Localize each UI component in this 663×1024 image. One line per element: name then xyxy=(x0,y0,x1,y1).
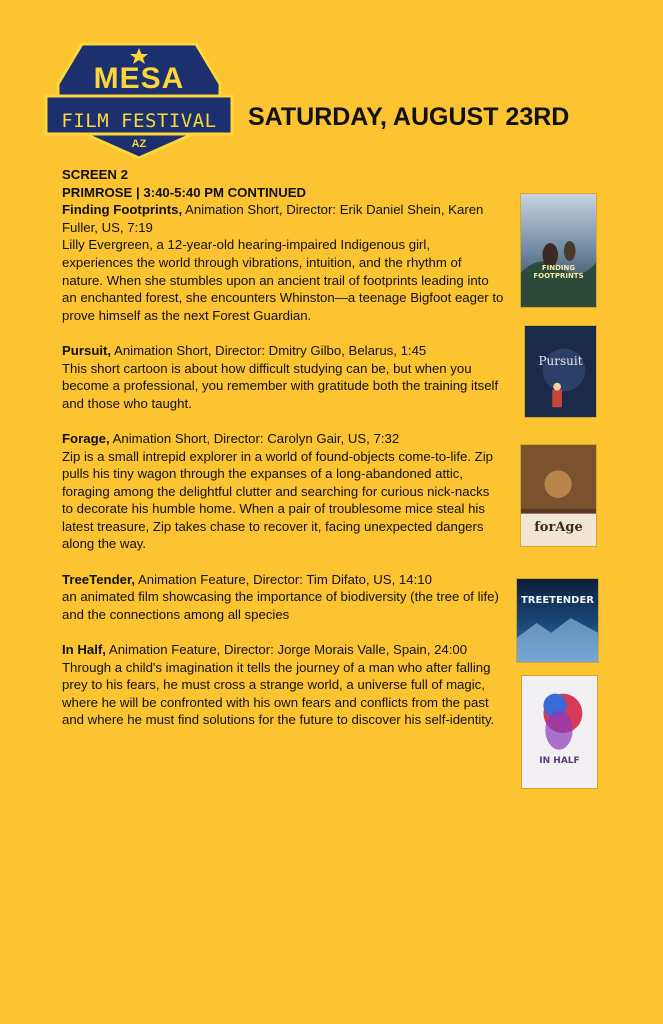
poster-title: TREETENDER xyxy=(520,595,595,606)
film-entry xyxy=(62,571,504,624)
film-title: In Half, xyxy=(62,642,106,658)
film-description: an animated film showcasing the importance of biodiversity (the tree of life) and the connections among all species xyxy=(62,589,499,622)
film-meta: Animation Short, Director: Carolyn Gair, US, 7:32 xyxy=(109,430,400,446)
logo-film-festival-text: FILM FESTIVAL xyxy=(61,110,217,132)
logo-mesa-text: MESA xyxy=(93,62,185,95)
poster-title: IN HALF xyxy=(539,756,580,766)
poster-finding-footprints xyxy=(520,193,597,308)
screen-label: SCREEN 2 xyxy=(62,167,128,182)
poster-treetender xyxy=(516,578,599,663)
film-entry xyxy=(62,342,504,412)
film-entry xyxy=(62,430,504,553)
film-title: Finding Footprints, xyxy=(62,202,183,218)
schedule-content xyxy=(62,166,504,747)
festival-logo xyxy=(44,38,234,163)
film-entry xyxy=(62,641,504,729)
film-description: Zip is a small intrepid explorer in a world of found-objects come-to-life. Zip pulls his tiny wagon through the expanses of a long-abandoned attic, foraging among the delightful clutter and searching for curious nick-nacks to decorate his humble home. When a pair of troublesome mice steal his latest treasure, Zip takes chase to recover it, facing unexpected dangers along the way. xyxy=(62,448,493,552)
poster-forage xyxy=(520,444,597,547)
film-meta: Animation Feature, Director: Tim Difato, US, 14:10 xyxy=(135,571,432,587)
film-title: TreeTender, xyxy=(62,571,136,587)
film-title: Pursuit, xyxy=(62,342,112,358)
logo-az-text: AZ xyxy=(131,138,147,150)
film-description: This short cartoon is about how difficult studying can be, but when you become a professional, you remember with gratitude both the training itself and those who taught. xyxy=(62,360,499,411)
poster-in-half xyxy=(521,675,598,789)
film-title: Forage, xyxy=(62,430,110,446)
film-entry xyxy=(62,201,504,324)
session-label: PRIMROSE | 3:40-5:40 PM CONTINUED xyxy=(62,184,307,200)
date-heading: SATURDAY, AUGUST 23RD xyxy=(248,103,570,131)
film-description: Lilly Evergreen, a 12-year-old hearing-impaired Indigenous girl, experiences the world through vibrations, intuition, and the rhythm of nature. When she stumbles upon an ancient trail of footprints leading into an enchanted forest, she encounters Whinston—a teenage Bigfoot eager to prove himself as the next Forest Guardian. xyxy=(62,237,504,323)
film-meta: Animation Short, Director: Dmitry Gilbo, Belarus, 1:45 xyxy=(111,342,427,358)
film-description: Through a child's imagination it tells the journey of a man who after falling prey to his fears, he must cross a strange world, a universe full of magic, where he will be confronted with his own fears and conflicts from the past and where he must find solutions for the future to discover his self-identity. xyxy=(62,659,495,728)
poster-title: FINDING FOOTPRINTS xyxy=(533,264,584,280)
poster-title: forAge xyxy=(534,520,583,535)
film-meta: Animation Feature, Director: Jorge Morais Valle, Spain, 24:00 xyxy=(105,642,468,658)
poster-title: Pursuit xyxy=(538,354,583,368)
poster-pursuit xyxy=(524,325,597,418)
film-meta: Animation Short, Director: Erik Daniel Shein, Karen Fuller, US, 7:19 xyxy=(62,202,484,235)
